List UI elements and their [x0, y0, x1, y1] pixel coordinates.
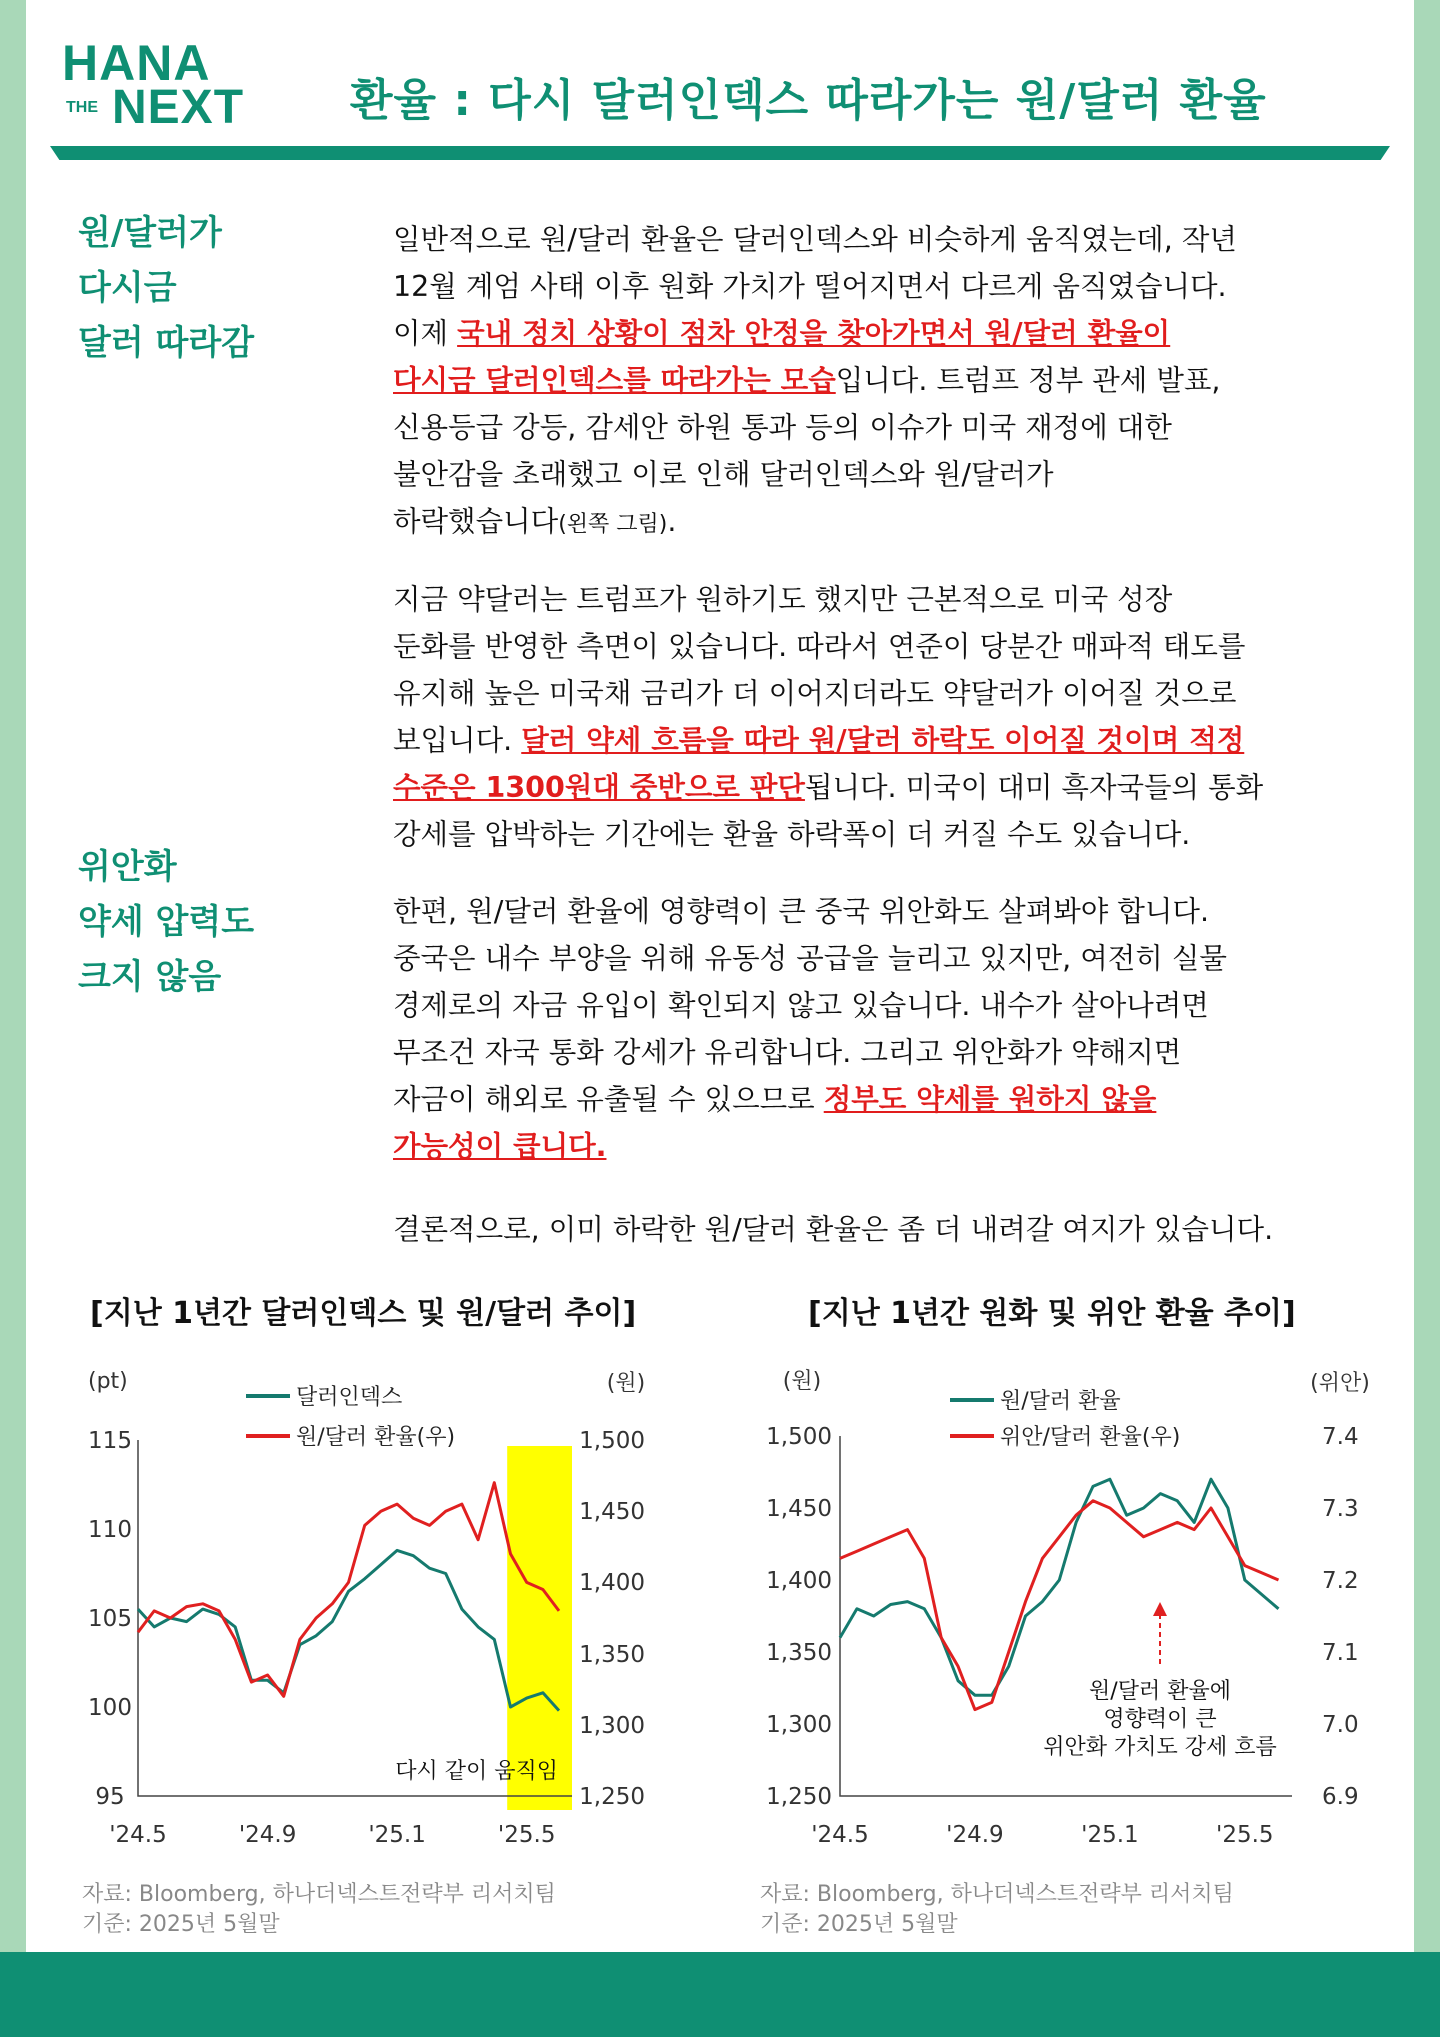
chart-2-annotation-line: 원/달러 환율에: [1089, 1679, 1231, 1704]
highlighted-text: 다시금 달러인덱스를 따라가는 모습: [393, 364, 836, 397]
text-line: 지금 약달러는 트럼프가 원하기도 했지만 근본적으로 미국 성장: [393, 583, 1173, 616]
chart-2-left-unit: (원): [782, 1369, 822, 1394]
chart-2-legend-label-2: 위안/달러 환율(우): [1000, 1425, 1181, 1450]
text-line: 한편, 원/달러 환율에 영향력이 큰 중국 위안화도 살펴봐야 합니다.: [393, 895, 1210, 928]
chart-1-right-tick: 1,300: [579, 1713, 645, 1739]
section-heading-1-line: 다시금: [78, 268, 177, 308]
chart-2-x-tick: '25.5: [1216, 1822, 1274, 1848]
chart-1-x-tick: '24.9: [238, 1822, 297, 1848]
chart-1-x-tick: '25.5: [497, 1822, 556, 1848]
chart-2-x-tick: '24.5: [811, 1822, 869, 1848]
chart-2-right-unit: (위안): [1310, 1371, 1370, 1396]
source-line: 기준: 2025년 5월말: [760, 1912, 958, 1937]
chart-2-left-tick: 1,500: [766, 1424, 832, 1450]
text-line: 12월 계엄 사태 이후 원화 가치가 떨어지면서 다르게 움직였습니다.: [393, 270, 1227, 303]
text-segment: 됩니다. 미국이 대미 흑자국들의 통화: [804, 771, 1264, 804]
text-line: [393, 498, 1358, 548]
source-line: 자료: Bloomberg, 하나더넥스트전략부 리서치팀: [760, 1882, 1234, 1907]
chart-2-source: [760, 1880, 1234, 1940]
text-segment: .: [667, 505, 677, 538]
text-line: 둔화를 반영한 측면이 있습니다. 따라서 연준이 당분간 매파적 태도를: [393, 630, 1246, 663]
chart-2-x-tick: '24.9: [946, 1822, 1004, 1848]
text-line: [393, 310, 1358, 357]
section-heading-1-line: 원/달러가: [78, 213, 222, 253]
chart-2-right-tick: 7.3: [1322, 1496, 1359, 1522]
chart-2-left-tick: 1,300: [766, 1712, 832, 1738]
chart-1-title: [지난 1년간 달러인덱스 및 원/달러 추이]: [90, 1296, 637, 1331]
section-heading-2-line: 위안화: [78, 847, 177, 887]
chart-2-left-tick: 1,250: [766, 1784, 832, 1810]
logo-hana: HANA: [62, 35, 211, 91]
highlighted-text: 정부도 약세를 원하지 않을: [823, 1083, 1157, 1116]
chart-1-legend-label-1: 달러인덱스: [296, 1385, 403, 1410]
text-line: [393, 1076, 1358, 1123]
paragraph-4: [393, 1206, 1358, 1253]
chart-1-x-tick: '24.5: [109, 1822, 167, 1848]
chart-2-right-tick: 7.2: [1322, 1568, 1359, 1594]
chart-1-left-tick: 110: [88, 1517, 132, 1543]
logo-next: NEXT: [112, 81, 245, 134]
chart-2-title: [지난 1년간 원화 및 위안 환율 추이]: [808, 1296, 1296, 1331]
title-underline-bar: [50, 146, 1390, 160]
chart-2-left-tick: 1,450: [766, 1496, 832, 1522]
text-line: 불안감을 초래했고 이로 인해 달러인덱스와 원/달러가: [393, 458, 1054, 491]
chart-2-right-tick: 7.4: [1322, 1424, 1359, 1450]
chart-1-left-tick: 105: [88, 1606, 132, 1632]
section-heading-2-line: 크지 않음: [78, 957, 222, 997]
chart-1-left-unit: (pt): [88, 1369, 128, 1394]
logo-the: THE: [66, 99, 98, 116]
chart-1-x-tick: '25.1: [368, 1822, 426, 1848]
text-line: 무조건 자국 통화 강세가 유리합니다. 그리고 위안화가 약해지면: [393, 1036, 1182, 1069]
paragraph-2: [393, 576, 1358, 858]
chart-1-right-tick: 1,450: [579, 1499, 645, 1525]
text-line: [393, 764, 1358, 811]
paragraph-1: [393, 216, 1358, 548]
paragraph-3: [393, 888, 1358, 1170]
text-segment: 입니다. 트럼프 정부 관세 발표,: [835, 364, 1221, 397]
highlighted-text: 국내 정치 상황이 점차 안정을 찾아가면서 원/달러 환율이: [457, 317, 1171, 350]
chart-1-source: [82, 1880, 556, 1940]
chart-1-left-tick: 115: [88, 1428, 132, 1454]
chart-1-right-tick: 1,500: [579, 1428, 645, 1454]
text-line: 강세를 압박하는 기간에는 환율 하락폭이 더 커질 수도 있습니다.: [393, 818, 1191, 851]
source-line: 기준: 2025년 5월말: [82, 1912, 280, 1937]
section-heading-1-line: 달러 따라감: [78, 323, 255, 363]
text-line: [393, 357, 1358, 404]
highlighted-text: 수준은 1300원대 중반으로 판단: [393, 771, 805, 804]
text-line: [393, 1123, 1358, 1170]
figure-reference: (왼쪽 그림): [558, 512, 668, 537]
chart-1-annotation: 다시 같이 움직임: [395, 1759, 558, 1784]
chart-1-left-tick: 95: [95, 1784, 125, 1810]
chart-1-right-tick: 1,250: [579, 1784, 645, 1810]
chart-2-annotation-line: 위안화 가치도 강세 흐름: [1043, 1735, 1277, 1760]
chart-1-right-tick: 1,400: [579, 1570, 645, 1596]
chart-1-highlight-band: [507, 1446, 572, 1810]
highlighted-text: 달러 약세 흐름을 따라 원/달러 하락도 이어질 것이며 적정: [521, 724, 1245, 757]
text-line: 중국은 내수 부양을 위해 유동성 공급을 늘리고 있지만, 여전히 실물: [393, 942, 1227, 975]
chart-1-plot-frame: [138, 1440, 572, 1796]
chart-2-right-tick: 7.1: [1322, 1640, 1359, 1666]
section-heading-2: [78, 840, 254, 1005]
page-title: 환율 : 다시 달러인덱스 따라가는 원/달러 환율: [350, 75, 1267, 126]
section-heading-1: [78, 206, 254, 371]
footer-band: [0, 1952, 1440, 2037]
section-heading-2-line: 약세 압력도: [78, 902, 255, 942]
text-line: 신용등급 강등, 감세안 하원 통과 등의 이슈가 미국 재정에 대한: [393, 411, 1172, 444]
chart-2-x-tick: '25.1: [1081, 1822, 1139, 1848]
chart-2-left-tick: 1,350: [766, 1640, 832, 1666]
text-segment: 보입니다.: [393, 724, 522, 757]
text-line: 결론적으로, 이미 하락한 원/달러 환율은 좀 더 내려갈 여지가 있습니다.: [393, 1213, 1274, 1246]
text-segment: 하락했습니다: [393, 505, 559, 538]
highlighted-text: 가능성이 큽니다.: [393, 1130, 607, 1163]
chart-1-right-unit: (원): [606, 1371, 646, 1396]
chart-1-dollar-index-vs-krw: [50, 1360, 690, 1860]
chart-2-right-tick: 6.9: [1322, 1784, 1359, 1810]
text-segment: 이제: [393, 317, 458, 350]
text-line: 유지해 높은 미국채 금리가 더 이어지더라도 약달러가 이어질 것으로: [393, 677, 1237, 710]
chart-2-annotation-arrowhead: [1153, 1602, 1167, 1616]
chart-2-legend-label-1: 원/달러 환율: [1000, 1389, 1121, 1414]
chart-2-right-tick: 7.0: [1322, 1712, 1359, 1738]
chart-2-left-tick: 1,400: [766, 1568, 832, 1594]
text-line: [393, 717, 1358, 764]
text-line: 경제로의 자금 유입이 확인되지 않고 있습니다. 내수가 살아나려면: [393, 989, 1209, 1022]
chart-1-legend-label-2: 원/달러 환율(우): [296, 1425, 456, 1450]
chart-1-series-dollar-index: [138, 1550, 559, 1710]
chart-2-annotation-line: 영향력이 큰: [1103, 1707, 1217, 1732]
source-line: 자료: Bloomberg, 하나더넥스트전략부 리서치팀: [82, 1882, 556, 1907]
chart-1-left-tick: 100: [88, 1695, 132, 1721]
text-line: 일반적으로 원/달러 환율은 달러인덱스와 비슷하게 움직였는데, 작년: [393, 223, 1237, 256]
text-segment: 자금이 해외로 유출될 수 있으므로: [393, 1083, 824, 1116]
chart-2-krw-vs-cny: [740, 1360, 1390, 1860]
chart-1-right-tick: 1,350: [579, 1642, 645, 1668]
